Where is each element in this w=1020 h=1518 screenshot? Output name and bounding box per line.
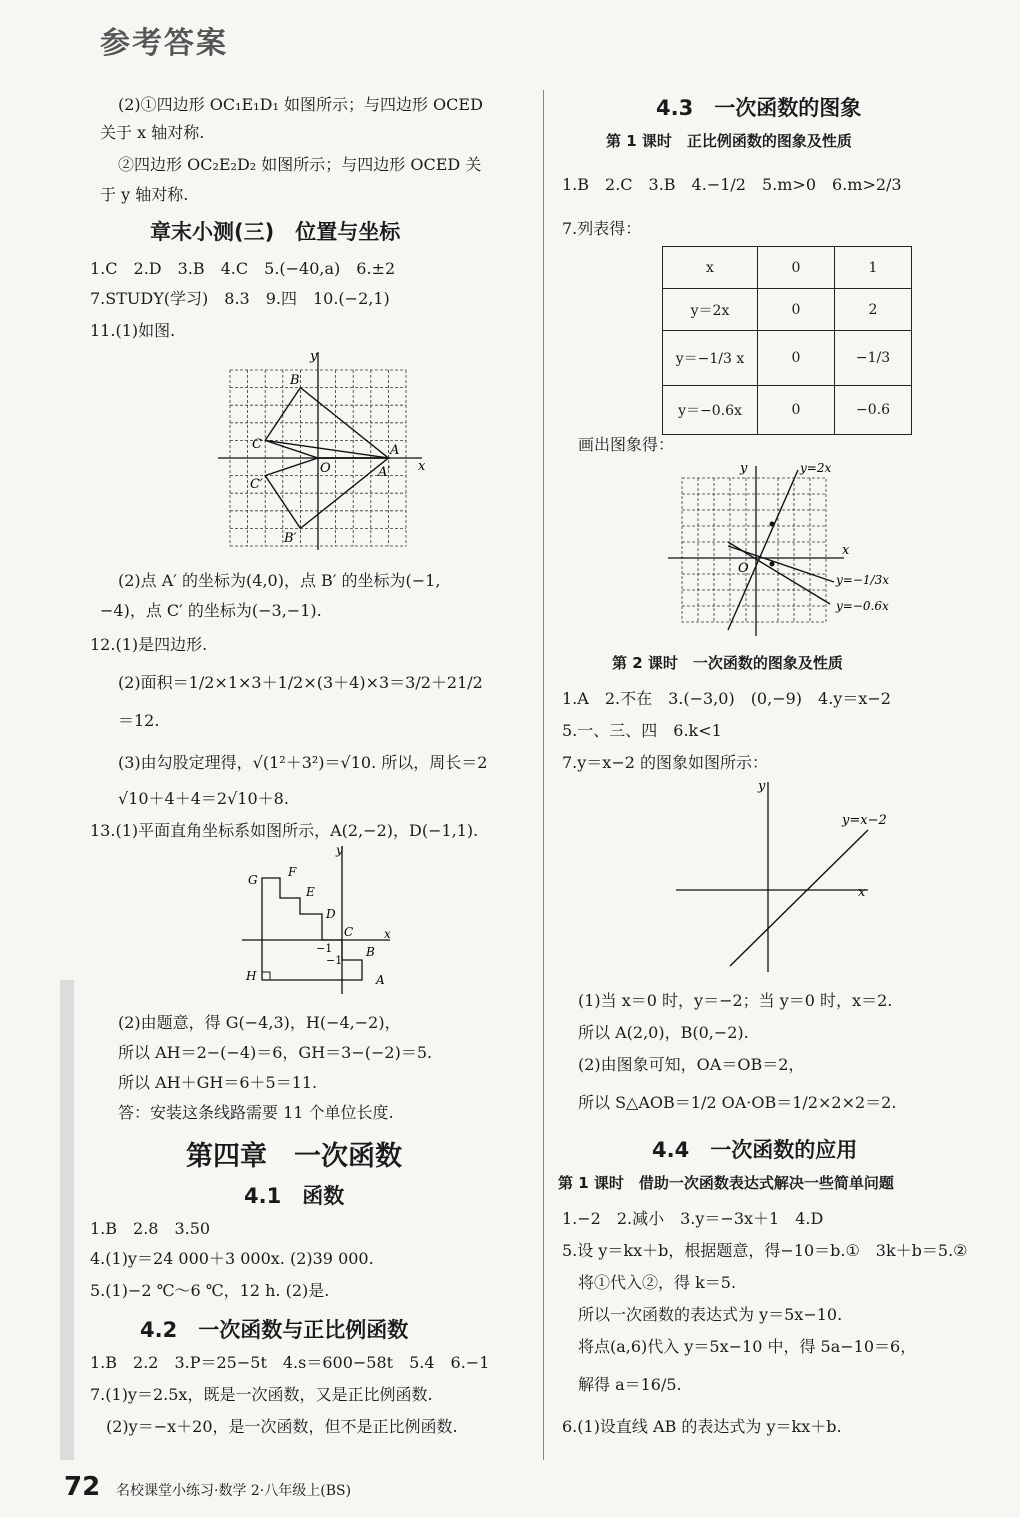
line-label: y=−0.6x bbox=[836, 599, 889, 613]
answer-line: 将①代入②，得 k＝5. bbox=[578, 1273, 737, 1292]
point-label: G bbox=[248, 873, 258, 887]
table-row bbox=[663, 386, 912, 435]
answer-line: 7.STUDY(学习) 8.3 9.四 10.(−2,1) bbox=[90, 289, 390, 308]
answer-line: 7.(1)y＝2.5x，既是一次函数，又是正比例函数. bbox=[90, 1385, 433, 1404]
axis-label-y: y bbox=[740, 461, 748, 476]
table-cell: x bbox=[663, 247, 758, 289]
text-line: √10＋4＋4＝2√10＋8. bbox=[118, 789, 289, 808]
chapter-title: 第四章 一次函数 bbox=[186, 1141, 402, 1172]
line-label: y=2x bbox=[800, 461, 832, 475]
table-cell: 0 bbox=[758, 289, 835, 331]
text-line: (2)面积＝1/2×1×3＋1/2×(3＋4)×3＝3/2＋21/2 bbox=[118, 673, 483, 692]
axis-label-x: x bbox=[384, 927, 391, 941]
point-label: C bbox=[344, 925, 354, 939]
point-label: B bbox=[290, 373, 300, 388]
point-label: C bbox=[252, 437, 262, 452]
point-label: H bbox=[246, 969, 257, 983]
text-line: 于 y 轴对称. bbox=[100, 185, 189, 204]
text-line: 关于 x 轴对称. bbox=[100, 123, 205, 142]
table-cell: 0 bbox=[758, 386, 835, 435]
axis-label-x: x bbox=[842, 543, 850, 558]
table-row bbox=[663, 289, 912, 331]
answer-line: 1.C 2.D 3.B 4.C 5.(−40,a) 6.±2 bbox=[90, 259, 396, 278]
answer-line: 1.A 2.不在 3.(−3,0) (0,−9) 4.y＝x−2 bbox=[562, 689, 891, 708]
answer-line: 7.列表得： bbox=[562, 219, 642, 238]
axis-label-y: y bbox=[310, 349, 318, 364]
answer-line: 11.(1)如图. bbox=[90, 321, 176, 340]
text-line: (2)由图象可知，OA＝OB＝2， bbox=[578, 1055, 805, 1074]
text-line: 12.(1)是四边形. bbox=[90, 635, 208, 654]
answer-line: 解得 a＝16/5. bbox=[578, 1375, 682, 1394]
page-header: 参考答案 bbox=[100, 26, 228, 61]
text-line: (1)当 x＝0 时，y＝−2；当 y＝0 时，x＝2. bbox=[578, 991, 893, 1010]
section-title: 4.1 函数 bbox=[244, 1184, 345, 1208]
coordinate-figure-11 bbox=[210, 348, 435, 553]
text-line: 所以 A(2,0)，B(0,−2). bbox=[578, 1023, 749, 1042]
text-line: −4)，点 C′ 的坐标为(−3,−1). bbox=[100, 601, 322, 620]
answer-line: (2)y＝−x＋20，是一次函数，但不是正比例函数. bbox=[106, 1417, 458, 1436]
function-graph-2 bbox=[672, 776, 902, 976]
answer-line: 1.B 2.C 3.B 4.−1/2 5.m>0 6.m>2/3 bbox=[562, 175, 902, 194]
axis-label-x: x bbox=[858, 885, 866, 900]
axis-label-y: y bbox=[336, 843, 343, 857]
line-label: y=−1/3x bbox=[836, 573, 889, 587]
text-line: 答：安装这条线路需要 11 个单位长度. bbox=[118, 1103, 394, 1122]
table-row bbox=[663, 247, 912, 289]
answer-line: 5.(1)−2 ℃～6 ℃，12 h. (2)是. bbox=[90, 1281, 330, 1300]
text-line: (3)由勾股定理得，√(1²＋3²)＝√10. 所以，周长＝2 bbox=[118, 753, 488, 772]
function-graph-1 bbox=[668, 458, 908, 638]
value-table bbox=[662, 246, 912, 435]
text-line: 13.(1)平面直角坐标系如图所示，A(2,−2)，D(−1,1). bbox=[90, 821, 479, 840]
text-line: (2)由题意，得 G(−4,3)，H(−4,−2)， bbox=[118, 1013, 401, 1032]
text-line: ＝12. bbox=[118, 711, 160, 730]
table-cell: 0 bbox=[758, 247, 835, 289]
answer-line: 1.−2 2.减小 3.y＝−3x＋1 4.D bbox=[562, 1209, 824, 1228]
answer-line: 4.(1)y＝24 000＋3 000x. (2)39 000. bbox=[90, 1249, 374, 1268]
table-cell: y＝−0.6x bbox=[663, 386, 758, 435]
section-title: 4.2 一次函数与正比例函数 bbox=[140, 1318, 409, 1342]
text-line: ②四边形 OC₂E₂D₂ 如图所示；与四边形 OCED 关 bbox=[118, 155, 482, 174]
table-cell: y＝2x bbox=[663, 289, 758, 331]
text-line: 所以 S△AOB＝1/2 OA·OB＝1/2×2×2＝2. bbox=[578, 1093, 897, 1112]
origin-label: O bbox=[320, 461, 331, 476]
table-cell: −1/3 bbox=[835, 331, 912, 386]
point-label: B bbox=[366, 945, 375, 959]
answer-line: 5.一、三、四 6.k<1 bbox=[562, 721, 722, 740]
point-label: A bbox=[390, 443, 400, 458]
table-cell: y＝−1/3 x bbox=[663, 331, 758, 386]
coordinate-figure-13 bbox=[238, 842, 398, 997]
section-title: 章末小测(三) 位置与坐标 bbox=[150, 220, 401, 244]
table-cell: −0.6 bbox=[835, 386, 912, 435]
text-line: (2)①四边形 OC₁E₁D₁ 如图所示；与四边形 OCED bbox=[118, 95, 483, 114]
table-cell: 2 bbox=[835, 289, 912, 331]
origin-label: O bbox=[738, 561, 749, 576]
section-title: 4.3 一次函数的图象 bbox=[656, 96, 862, 120]
point-label: A′ bbox=[378, 465, 391, 480]
answer-line: 所以一次函数的表达式为 y＝5x−10. bbox=[578, 1305, 843, 1324]
footer-text: 名校课堂小练习·数学 2·八年级上(BS) bbox=[116, 1483, 352, 1499]
point-label: C′ bbox=[250, 477, 263, 492]
lesson-title: 第 1 课时 借助一次函数表达式解决一些简单问题 bbox=[558, 1174, 894, 1192]
point-label: A bbox=[376, 973, 385, 987]
answer-line: 1.B 2.8 3.50 bbox=[90, 1219, 211, 1238]
answer-line: 1.B 2.2 3.P＝25−5t 4.s＝600−58t 5.4 6.−1 bbox=[90, 1353, 490, 1372]
text-line: (2)点 A′ 的坐标为(4,0)，点 B′ 的坐标为(−1, bbox=[118, 571, 441, 590]
axis-label-x: x bbox=[418, 459, 426, 474]
table-row bbox=[663, 331, 912, 386]
table-cell: 1 bbox=[835, 247, 912, 289]
point-label: E bbox=[306, 885, 315, 899]
tick-label: −1 bbox=[316, 942, 333, 955]
answer-line: 6.(1)设直线 AB 的表达式为 y＝kx＋b. bbox=[562, 1417, 842, 1436]
text-line: 所以 AH＋GH＝6＋5＝11. bbox=[118, 1073, 318, 1092]
line-label: y=x−2 bbox=[842, 813, 887, 828]
text-line: 所以 AH＝2−(−4)＝6，GH＝3−(−2)＝5. bbox=[118, 1043, 433, 1062]
column-divider bbox=[543, 90, 544, 1460]
page-edge-strip bbox=[60, 980, 74, 1460]
axis-label-y: y bbox=[758, 779, 766, 794]
answer-line: 5.设 y＝kx＋b，根据题意，得−10＝b.① 3k＋b＝5.② bbox=[562, 1241, 968, 1260]
lesson-title: 第 1 课时 正比例函数的图象及性质 bbox=[606, 132, 852, 150]
lesson-title: 第 2 课时 一次函数的图象及性质 bbox=[612, 654, 843, 672]
page-number: 72 bbox=[64, 1472, 101, 1502]
text-line: 画出图象得： bbox=[578, 435, 675, 454]
answer-line: 7.y＝x−2 的图象如图所示： bbox=[562, 753, 769, 772]
answer-line: 将点(a,6)代入 y＝5x−10 中，得 5a−10＝6， bbox=[578, 1337, 917, 1356]
point-label: F bbox=[288, 865, 297, 879]
table-cell: 0 bbox=[758, 331, 835, 386]
point-label: B′ bbox=[284, 531, 297, 546]
section-title: 4.4 一次函数的应用 bbox=[652, 1138, 858, 1162]
point-label: D bbox=[326, 907, 336, 921]
tick-label: −1 bbox=[326, 954, 343, 967]
